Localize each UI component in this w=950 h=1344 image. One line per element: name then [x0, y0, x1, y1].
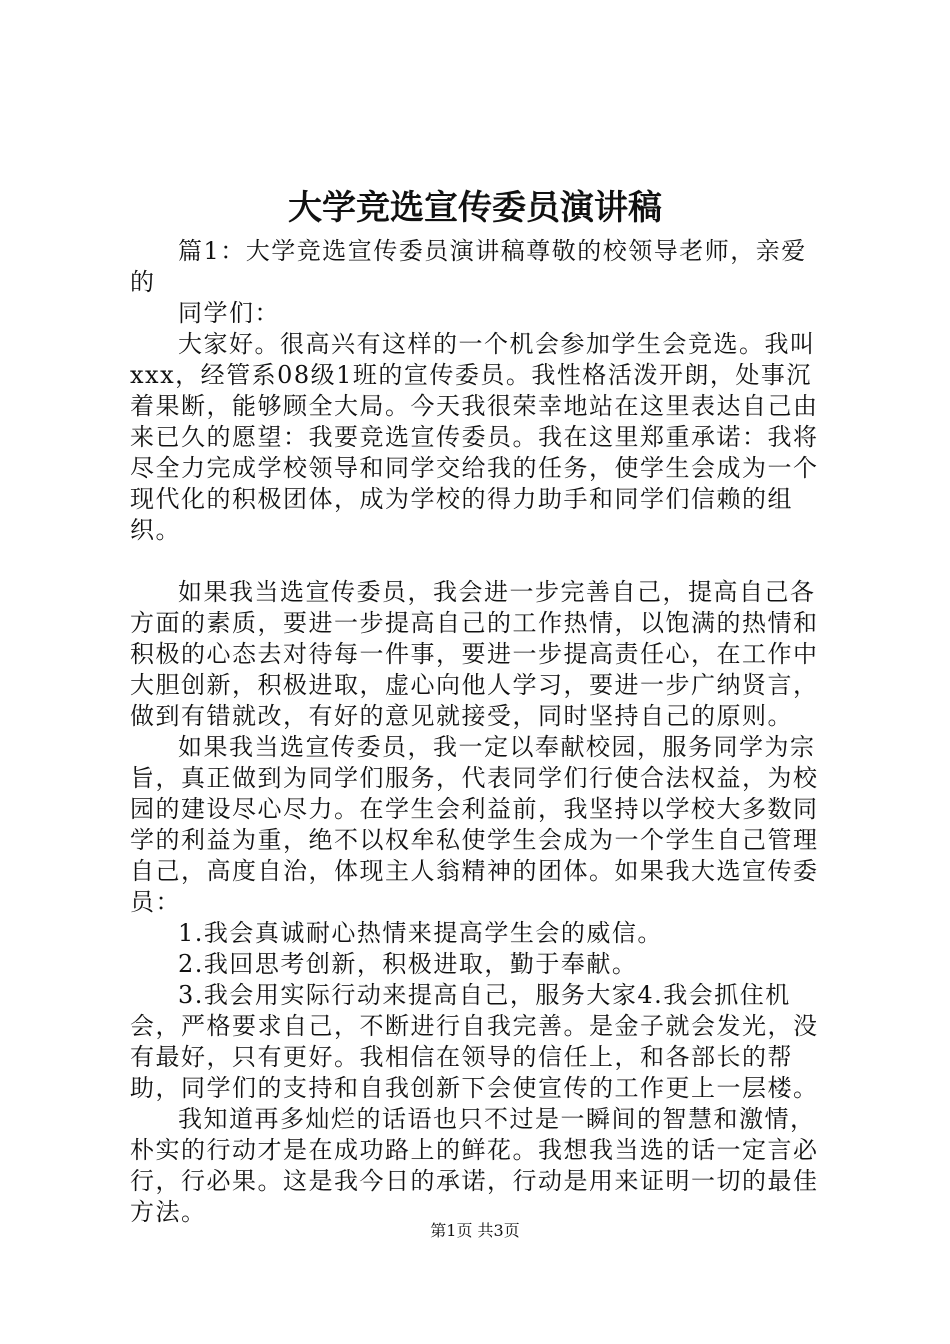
list-item-3: 3.我会用实际行动来提高自己，服务大家4.我会抓住机会，严格要求自己，不断进行自我完善。是金子就会发光，没有最好，只有更好。我相信在领导的信任上，和各部长的帮助，同学们的支持和自我创新下会使宣传的工作更上一层楼。: [130, 981, 819, 1102]
document-title: 大学竞选宣传委员演讲稿: [288, 188, 662, 228]
paragraph-closing: 我知道再多灿烂的话语也只不过是一瞬间的智慧和激情，朴实的行动才是在成功路上的鲜花。我想我当选的话一定言必行，行必果。这是我今日的承诺，行动是用来证明一切的最佳方法。: [130, 1105, 819, 1226]
paragraph-service: 如果我当选宣传委员，我一定以奉献校园，服务同学为宗旨，真正做到为同学们服务，代表同学们行使合法权益，为校园的建设尽心尽力。在学生会利益前，我坚持以学校大多数同学的利益为重，绝不以权牟私使学生会成为一个学生自己管理自己，高度自治，体现主人翁精神的团体。如果我大选宣传委员：: [130, 733, 819, 916]
list-item-1: 1.我会真诚耐心热情来提高学生会的威信。: [178, 919, 663, 947]
paragraph-intro: 篇1：大学竞选宣传委员演讲稿尊敬的校领导老师，亲爱的: [130, 237, 807, 296]
paragraph-greeting: 同学们：: [178, 299, 280, 327]
paragraph-self-introduction: 大家好。很高兴有这样的一个机会参加学生会竞选。我叫xxx，经管系08级1班的宣传委员。我性格活泼开朗，处事沉着果断，能够顾全大局。今天我很荣幸地站在这里表达自己由来已久的愿望：我要竞选宣传委员。我在这里郑重承诺：我将尽全力完成学校领导和同学交给我的任务，使学生会成为一个现代化的积极团体，成为学校的得力助手和同学们信赖的组织。: [130, 330, 819, 544]
document-body: [130, 236, 830, 1228]
paragraph-improvement: 如果我当选宣传委员，我会进一步完善自己，提高自己各方面的素质，要进一步提高自己的工作热情，以饱满的热情和积极的心态去对待每一件事，要进一步提高责任心，在工作中大胆创新，积极进取，虚心向他人学习，要进一步广纳贤言，做到有错就改，有好的意见就接受，同时坚持自己的原则。: [130, 578, 819, 730]
list-item-2: 2.我回思考创新，积极进取，勤于奉献。: [178, 950, 638, 978]
page-footer: 第1页 共3页: [430, 1221, 520, 1240]
